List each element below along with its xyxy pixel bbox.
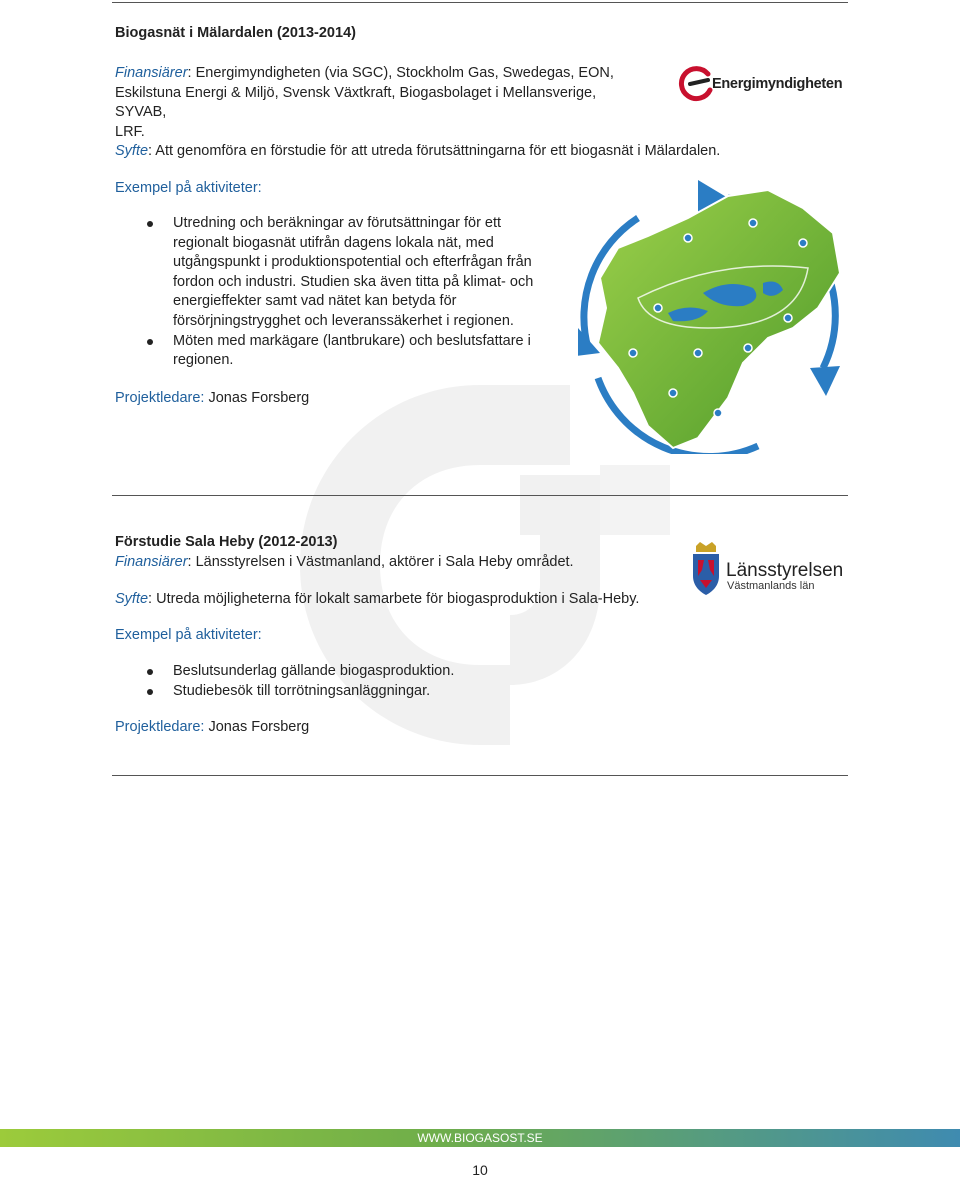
section2-finansiarer — [115, 553, 675, 573]
lansstyrelsen-logo-text: Länsstyrelsen — [726, 560, 844, 581]
syfte-text: : Utreda möjligheterna för lokalt samarbete för biogasproduktion i Sala-Heby. — [148, 591, 640, 607]
finansiarer-text: : Länsstyrelsen i Västmanland, aktörer i Sala Heby området. — [187, 554, 574, 570]
projektledare-label: Projektledare: — [115, 719, 205, 735]
section1-title: Biogasnät i Mälardalen (2013-2014) — [115, 25, 356, 41]
footer-url[interactable]: WWW.BIOGASOST.SE — [417, 1131, 543, 1145]
lansstyrelsen-logo — [690, 540, 844, 598]
finansiarer-text-3: LRF. — [115, 123, 145, 140]
projektledare-name: Jonas Forsberg — [204, 390, 310, 406]
list-item: Beslutsunderlag gällande biogasproduktion. — [173, 662, 573, 682]
coat-of-arms-icon — [690, 540, 722, 596]
energimyndigheten-mark-icon — [678, 66, 714, 102]
finansiarer-text: : Energimyndigheten (via SGC), Stockholm Gas, Swedegas, EON, — [187, 65, 614, 81]
section1-projektledare — [115, 389, 309, 409]
projektledare-name: Jonas Forsberg — [204, 719, 310, 735]
section1-syfte — [115, 142, 775, 162]
page-number: 10 — [472, 1162, 488, 1178]
list-item: Möten med markägare (lantbrukare) och beslutsfattare i regionen. — [173, 332, 593, 371]
section2-projektledare — [115, 718, 309, 738]
finansiarer-label: Finansiärer — [115, 554, 188, 570]
list-item: Utredning och beräkningar av förutsättningar för ett regionalt biogasnät utifrån dagens lokala nät, med utgångspunkt i produktionspotential och efterfrågan från fordon och industri. Studien ska även titta på klimat- och energieffekter samt vad nätet kan betyda för försörjningstrygghet och leveranssäkerhet i regionen. — [173, 214, 593, 332]
section1-bullet-list — [173, 214, 593, 371]
finansiarer-text-2: Eskilstuna Energi & Miljö, Svensk Växtkraft, Biogasbolaget i Mellansverige, SYVAB, — [115, 84, 597, 120]
projektledare-label: Projektledare: — [115, 390, 205, 406]
syfte-label: Syfte — [115, 591, 149, 607]
section2-exempel-label: Exempel på aktiviteter: — [115, 627, 262, 643]
energimyndigheten-logo — [678, 64, 843, 104]
section2-title: Förstudie Sala Heby (2012-2013) — [115, 534, 338, 550]
section-divider-2 — [112, 775, 848, 776]
lansstyrelsen-logo-subtext: Västmanlands län — [727, 580, 815, 592]
section-divider-1 — [112, 495, 848, 496]
list-item: Studiebesök till torrötningsanläggningar. — [173, 682, 573, 702]
section1-finansiarer — [115, 64, 635, 142]
energimyndigheten-logo-text: Energimyndigheten — [712, 76, 843, 92]
top-rule — [112, 2, 848, 3]
finansiarer-label: Finansiärer — [115, 65, 188, 81]
syfte-text: : Att genomföra en förstudie för att utreda förutsättningarna för ett biogasnät i Mälardalen. — [148, 143, 721, 159]
syfte-label: Syfte — [115, 143, 149, 159]
section2-bullet-list — [173, 662, 573, 701]
section2-syfte — [115, 590, 715, 610]
section1-exempel-label: Exempel på aktiviteter: — [115, 180, 262, 196]
region-network-map — [578, 178, 844, 454]
